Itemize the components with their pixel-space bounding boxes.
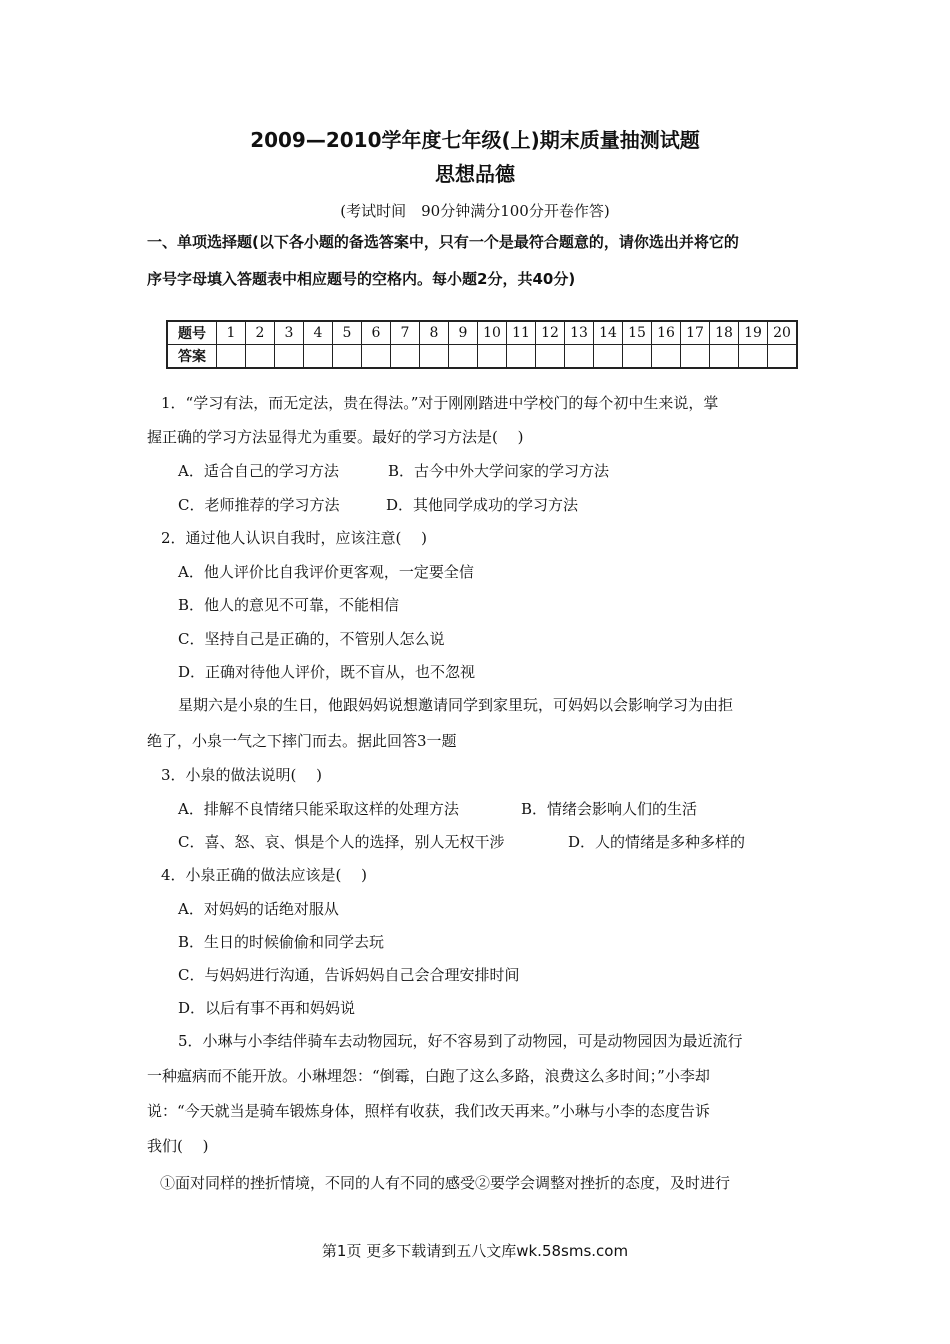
section-instruction-line2: 序号字母填入答题表中相应题号的空格内。每小题2分，共40分) [147, 270, 576, 288]
question-number-cell: 12 [536, 321, 565, 345]
q1-stem-line2: 握正确的学习方法显得尤为重要。最好的学习方法是( ) [147, 428, 524, 446]
question-number-cell: 19 [739, 321, 768, 345]
answer-table-number-label: 题号 [167, 321, 217, 345]
q4-option-d: D．以后有事不再和妈妈说 [178, 999, 356, 1017]
answer-cell[interactable] [333, 345, 362, 369]
question-number-cell: 7 [391, 321, 420, 345]
question-number-cell: 14 [594, 321, 623, 345]
question-number-cell: 11 [507, 321, 536, 345]
q2-stem: 2．通过他人认识自我时，应该注意( ) [161, 529, 428, 547]
section-instruction-line1: 一、单项选择题(以下各小题的备选答案中，只有一个是最符合题意的，请你选出并将它的 [147, 233, 739, 251]
q4-stem: 4．小泉正确的做法应该是( ) [161, 866, 368, 884]
q5-stem-line1: 5．小琳与小李结伴骑车去动物园玩，好不容易到了动物园，可是动物园因为最近流行 [178, 1032, 743, 1050]
answer-cell[interactable] [449, 345, 478, 369]
question-number-cell: 18 [710, 321, 739, 345]
q1-option-c: C．老师推荐的学习方法 [178, 496, 340, 514]
q3-option-c: C．喜、怒、哀、惧是个人的选择，别人无权干涉 [178, 833, 505, 851]
q3-option-b: B．情绪会影响人们的生活 [521, 800, 698, 818]
q2-option-c: C．坚持自己是正确的，不管别人怎么说 [178, 630, 445, 648]
q4-option-b: B．生日的时候偷偷和同学去玩 [178, 933, 385, 951]
answer-table-answer-row [167, 345, 797, 369]
question-number-cell: 15 [623, 321, 652, 345]
question-number-cell: 5 [333, 321, 362, 345]
answer-cell[interactable] [652, 345, 681, 369]
answer-cell[interactable] [565, 345, 594, 369]
answer-cell[interactable] [304, 345, 333, 369]
answer-cell[interactable] [217, 345, 246, 369]
q3-stem: 3．小泉的做法说明( ) [161, 766, 323, 784]
question-number-cell: 17 [681, 321, 710, 345]
answer-cell[interactable] [362, 345, 391, 369]
answer-cell[interactable] [623, 345, 652, 369]
q5-stem-line4: 我们( ) [147, 1137, 209, 1155]
question-number-cell: 8 [420, 321, 449, 345]
q4-option-a: A．对妈妈的话绝对服从 [178, 900, 339, 918]
answer-table [166, 320, 798, 369]
q5-stem-line2: 一种瘟病而不能开放。小琳埋怨：“倒霉，白跑了这么多路，浪费这么多时间；”小李却 [147, 1067, 710, 1085]
q4-option-c: C．与妈妈进行沟通，告诉妈妈自己会合理安排时间 [178, 966, 520, 984]
question-number-cell: 10 [478, 321, 507, 345]
q1-stem-line1: 1．“学习有法，而无定法，贵在得法。”对于刚刚踏进中学校门的每个初中生来说，掌 [161, 394, 719, 412]
answer-cell[interactable] [507, 345, 536, 369]
q1-option-b: B．古今中外大学问家的学习方法 [388, 462, 610, 480]
answer-cell[interactable] [420, 345, 449, 369]
answer-cell[interactable] [681, 345, 710, 369]
q5-statements-line: ①面对同样的挫折情境，不同的人有不同的感受②要学会调整对挫折的态度，及时进行 [160, 1174, 731, 1192]
exam-info: (考试时间 90分钟满分100分开卷作答) [340, 202, 610, 220]
q3-option-d: D．人的情绪是多种多样的 [568, 833, 746, 851]
answer-cell[interactable] [478, 345, 507, 369]
q3-option-a: A．排解不良情绪只能采取这样的处理方法 [178, 800, 459, 818]
q5-stem-line3: 说：“今天就当是骑车锻炼身体，照样有收获，我们改天再来。”小琳与小李的态度告诉 [147, 1102, 710, 1120]
answer-table-number-row [167, 321, 797, 345]
answer-cell[interactable] [710, 345, 739, 369]
q1-option-a: A．适合自己的学习方法 [178, 462, 339, 480]
question-number-cell: 1 [217, 321, 246, 345]
answer-cell[interactable] [594, 345, 623, 369]
q2-option-b: B．他人的意见不可靠，不能相信 [178, 596, 400, 614]
answer-cell[interactable] [275, 345, 304, 369]
material-line2: 绝了，小泉一气之下摔门而去。据此回答3一题 [147, 732, 457, 750]
exam-subject: 思想品德 [435, 162, 515, 186]
question-number-cell: 4 [304, 321, 333, 345]
answer-cell[interactable] [536, 345, 565, 369]
exam-title: 2009—2010学年度七年级(上)期末质量抽测试题 [250, 128, 700, 152]
q2-option-a: A．他人评价比自我评价更客观，一定要全信 [178, 563, 474, 581]
material-line1: 星期六是小泉的生日，他跟妈妈说想邀请同学到家里玩，可妈妈以会影响学习为由拒 [178, 696, 734, 714]
page-footer: 第1页 更多下载请到五八文库wk.58sms.com [321, 1242, 629, 1260]
question-number-cell: 20 [768, 321, 798, 345]
question-number-cell: 3 [275, 321, 304, 345]
question-number-cell: 16 [652, 321, 681, 345]
question-number-cell: 13 [565, 321, 594, 345]
question-number-cell: 9 [449, 321, 478, 345]
answer-table-answer-label: 答案 [167, 345, 217, 369]
q1-option-d: D．其他同学成功的学习方法 [386, 496, 579, 514]
answer-cell[interactable] [246, 345, 275, 369]
answer-cell[interactable] [391, 345, 420, 369]
question-number-cell: 2 [246, 321, 275, 345]
answer-cell[interactable] [739, 345, 768, 369]
question-number-cell: 6 [362, 321, 391, 345]
answer-cell[interactable] [768, 345, 798, 369]
q2-option-d: D．正确对待他人评价，既不盲从，也不忽视 [178, 663, 476, 681]
